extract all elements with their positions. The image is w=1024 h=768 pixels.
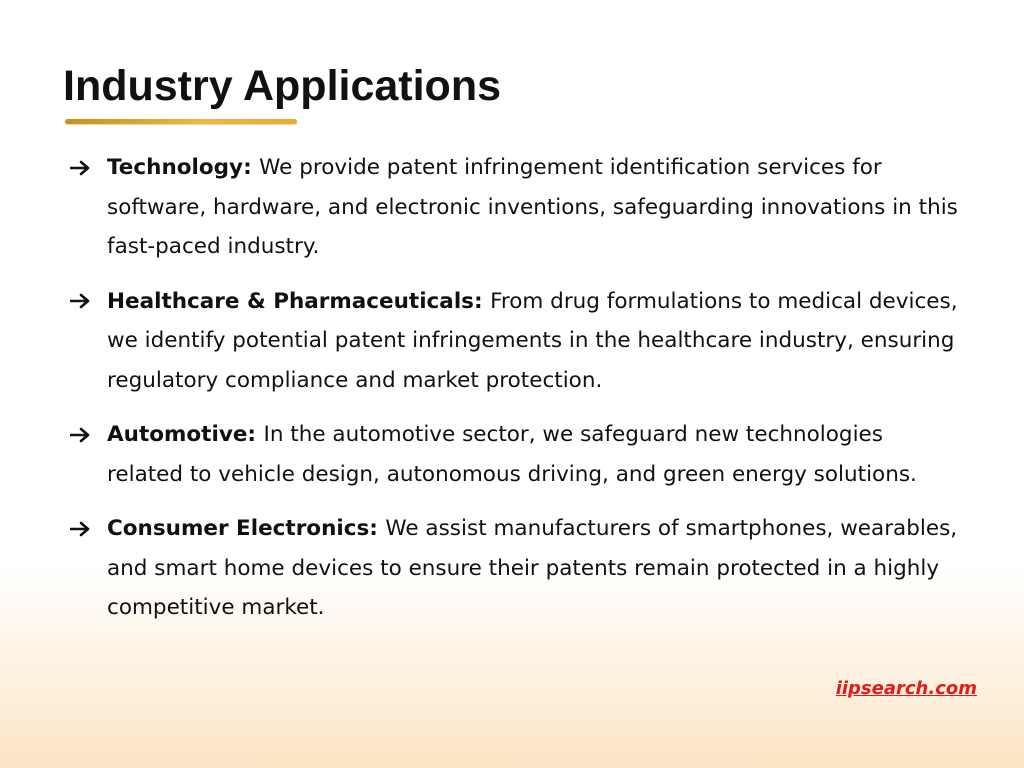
bullet-item-healthcare bbox=[70, 282, 960, 401]
bullet-list bbox=[70, 148, 960, 643]
right-arrow-icon bbox=[70, 148, 96, 188]
bullet-text: We provide patent infringement identification services for software, hardware, and electronic inventions, safeguarding innovations in this fast-paced industry. bbox=[107, 155, 958, 259]
bullet-label: Technology: bbox=[107, 155, 260, 180]
bullet-text: From drug formulations to medical devices, we identify potential patent infringements in the healthcare industry, ensuring regulatory compliance and market protection. bbox=[107, 288, 958, 393]
bullet-label: Consumer Electronics: bbox=[107, 516, 386, 541]
bullet-item-technology bbox=[70, 148, 960, 267]
bullet-item-automotive bbox=[70, 415, 960, 494]
bullet-text: We assist manufacturers of smartphones, wearables, and smart home devices to ensure their patents remain protected in a highly competitive market. bbox=[107, 516, 958, 620]
bullet-label: Healthcare & Pharmaceuticals: bbox=[107, 288, 491, 314]
right-arrow-icon bbox=[70, 415, 96, 455]
bullet-text: In the automotive sector, we safeguard new technologies related to vehicle design, autonomous driving, and green energy solutions. bbox=[107, 422, 917, 487]
website-link[interactable]: iipsearch.com bbox=[835, 678, 977, 699]
right-arrow-icon bbox=[70, 509, 96, 549]
bullet-label: Automotive: bbox=[107, 422, 264, 447]
slide-title: Industry Applications bbox=[63, 62, 501, 110]
title-underline bbox=[65, 119, 297, 124]
right-arrow-icon bbox=[70, 282, 96, 322]
bullet-item-consumer-electronics bbox=[70, 509, 960, 628]
